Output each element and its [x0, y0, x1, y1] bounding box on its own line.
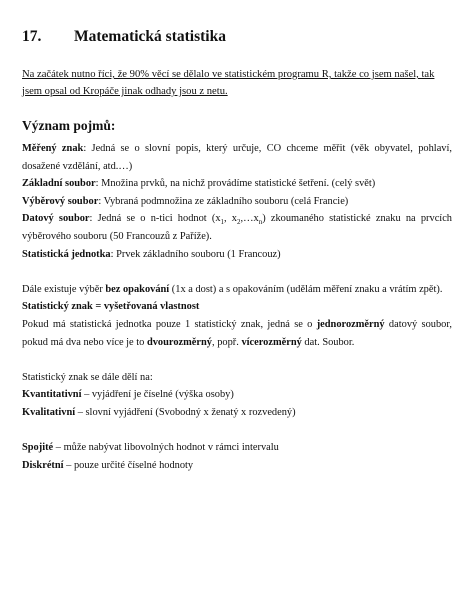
term-definition: : Prvek základního souboru (1 Francouz)	[110, 248, 281, 260]
spacer	[22, 351, 452, 369]
emphasis: dvourozměrný	[146, 336, 212, 348]
chapter-number: 17.	[22, 28, 42, 45]
term-label: Měřený znak	[22, 143, 84, 154]
term-definition: – může nabývat libovolných hodnot v rámci intervalu	[53, 442, 279, 454]
term-kvalitativni	[22, 404, 452, 422]
intro-note: Na začátek nutno říci, že 90% věcí se dělalo ve statistickém programu R, takže co jsem našel, tak jsem opsal od Kropáče jinak odhady jsou z netu.	[22, 69, 435, 97]
paragraph-vyber	[22, 281, 452, 299]
term-label: Diskrétní	[22, 459, 64, 471]
section-title: Význam pojmů:	[22, 118, 116, 133]
term-spojite	[22, 439, 452, 457]
spacer	[22, 422, 452, 440]
emphasis: bez opakování	[105, 283, 170, 295]
term-definition: : Jedná se o n-tici hodnot (x	[89, 213, 221, 225]
document-body	[22, 140, 452, 474]
term-label: Kvalitativní	[22, 406, 76, 418]
paragraph-text: dat. Soubor.	[301, 336, 355, 348]
term-definition: : Vybraná podmnožina ze základního souboru (celá Francie)	[98, 195, 349, 207]
paragraph-text: datový soubor, pokud má dva nebo více je to	[22, 318, 452, 348]
emphasis: Statistický znak = vyšetřovaná vlastnost	[22, 301, 200, 313]
subscript: 1	[220, 218, 225, 227]
term-datovy-soubor	[22, 210, 452, 245]
term-kvantitativni	[22, 386, 452, 404]
term-label: Datový soubor	[22, 213, 90, 225]
term-label: Spojité	[22, 442, 54, 454]
term-definition: – slovní vyjádření (Svobodný x ženatý x rozvedený)	[75, 406, 296, 418]
term-definition: – pouze určité číselné hodnoty	[63, 459, 194, 471]
subscript: n	[258, 218, 263, 227]
term-definition: ,…x	[240, 213, 259, 225]
term-definition: , x	[224, 213, 237, 225]
subscript: 2	[237, 218, 241, 227]
emphasis: vícerozměrný	[241, 336, 302, 348]
term-statisticka-jednotka	[22, 246, 452, 264]
paragraph-text: Pokud má statistická jednotka pouze 1 statistický znak, jedná se o	[22, 318, 317, 330]
term-definition: ) zkoumaného statistické znaku na prvcích výběrového souboru (50 Francouzů z Paříže).	[22, 213, 452, 242]
term-definition: : Množina prvků, na nichž provádíme statistické šetření. (celý svět)	[95, 178, 376, 190]
znak-title	[22, 298, 452, 316]
term-label: Kvantitativní	[22, 389, 82, 401]
term-label: Statistická jednotka	[22, 248, 111, 260]
spacer	[22, 263, 452, 281]
term-definition: – vyjádření je číselné (výška osoby)	[81, 389, 234, 401]
chapter-title: Matematická statistika	[74, 28, 226, 45]
chapter-heading	[22, 28, 226, 46]
emphasis: jednorozměrný	[316, 318, 385, 330]
term-zakladni-soubor	[22, 175, 452, 193]
paragraph-text: (1x a dost) a s opakováním (udělám měření znaku a vrátím zpět).	[169, 283, 443, 295]
term-vyberovy-soubor	[22, 193, 452, 211]
term-definition: : Jedná se o slovní popis, který určuje, CO chceme měřit (věk obyvatel, pohlaví, dosažené vzdělání, atd.…)	[22, 143, 452, 172]
term-diskretni	[22, 457, 452, 475]
term-label: Základní soubor	[22, 178, 96, 190]
term-mereny-znak	[22, 140, 452, 175]
deleni-intro: Statistický znak se dále dělí na:	[22, 371, 153, 383]
term-label: Výběrový soubor	[22, 195, 99, 207]
paragraph-text: , popř.	[212, 336, 242, 348]
paragraph-text: Dále existuje výběr	[22, 283, 106, 295]
paragraph-znak	[22, 316, 452, 351]
